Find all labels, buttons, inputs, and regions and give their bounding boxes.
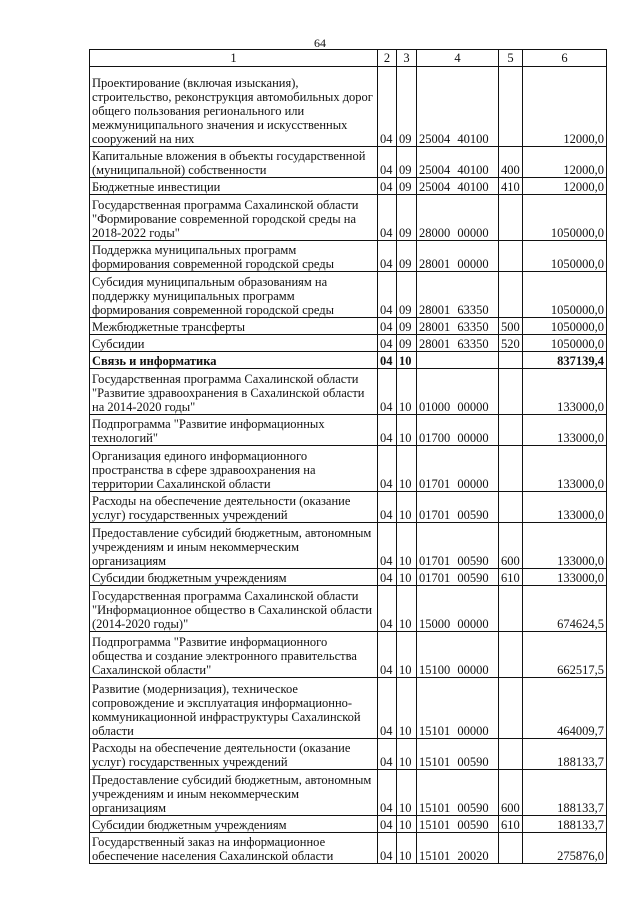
row-amount: 133000,0 bbox=[523, 446, 607, 492]
row-target-code: 15101 00590 bbox=[417, 770, 499, 816]
row-target-code: 01701 00000 bbox=[417, 446, 499, 492]
row-expense-type-code bbox=[499, 632, 523, 678]
row-name: Субсидия муниципальным образованиям на поддержку муниципальных программ формирования современной городской среды bbox=[90, 272, 378, 318]
header-col-5: 5 bbox=[499, 50, 523, 67]
row-name: Бюджетные инвестиции bbox=[90, 178, 378, 195]
row-subsection-code: 10 bbox=[397, 770, 417, 816]
row-target-code: 01000 00000 bbox=[417, 369, 499, 415]
row-subsection-code: 10 bbox=[397, 492, 417, 523]
row-section-code: 04 bbox=[378, 272, 397, 318]
row-expense-type-code bbox=[499, 415, 523, 446]
row-target-code: 01701 00590 bbox=[417, 523, 499, 569]
row-subsection-code: 10 bbox=[397, 816, 417, 833]
header-col-3: 3 bbox=[397, 50, 417, 67]
row-subsection-code: 10 bbox=[397, 569, 417, 586]
row-amount: 188133,7 bbox=[523, 739, 607, 770]
table-row bbox=[90, 770, 607, 816]
row-subsection-code: 10 bbox=[397, 446, 417, 492]
row-subsection-code: 10 bbox=[397, 632, 417, 678]
row-expense-type-code bbox=[499, 352, 523, 369]
row-subsection-code: 09 bbox=[397, 318, 417, 335]
row-amount: 188133,7 bbox=[523, 816, 607, 833]
row-amount: 1050000,0 bbox=[523, 318, 607, 335]
row-target-code: 28001 63350 bbox=[417, 318, 499, 335]
row-target-code: 15101 00590 bbox=[417, 816, 499, 833]
row-section-code: 04 bbox=[378, 335, 397, 352]
row-subsection-code: 10 bbox=[397, 678, 417, 739]
table-row bbox=[90, 678, 607, 739]
row-section-code: 04 bbox=[378, 833, 397, 864]
row-section-code: 04 bbox=[378, 523, 397, 569]
row-section-code: 04 bbox=[378, 569, 397, 586]
row-amount: 12000,0 bbox=[523, 67, 607, 147]
row-amount: 275876,0 bbox=[523, 833, 607, 864]
row-section-code: 04 bbox=[378, 446, 397, 492]
row-section-code: 04 bbox=[378, 369, 397, 415]
table-row bbox=[90, 739, 607, 770]
row-expense-type-code bbox=[499, 241, 523, 272]
row-section-code: 04 bbox=[378, 492, 397, 523]
row-subsection-code: 09 bbox=[397, 335, 417, 352]
row-target-code: 01700 00000 bbox=[417, 415, 499, 446]
row-name: Проектирование (включая изыскания), строительство, реконструкция автомобильных дорог общего пользования регионального или межмуниципального значения и искусственных сооружений на них bbox=[90, 67, 378, 147]
row-name: Организация единого информационного пространства в сфере здравоохранения на территории Сахалинской области bbox=[90, 446, 378, 492]
row-subsection-code: 09 bbox=[397, 67, 417, 147]
table-header-row bbox=[90, 50, 607, 67]
table-row bbox=[90, 67, 607, 147]
row-section-code: 04 bbox=[378, 739, 397, 770]
row-expense-type-code bbox=[499, 739, 523, 770]
row-name: Государственная программа Сахалинской области "Информационное общество в Сахалинской области (2014-2020 годы)" bbox=[90, 586, 378, 632]
row-amount: 674624,5 bbox=[523, 586, 607, 632]
row-expense-type-code: 610 bbox=[499, 569, 523, 586]
row-target-code: 28001 63350 bbox=[417, 335, 499, 352]
page-number: 64 bbox=[314, 36, 326, 50]
row-section-code: 04 bbox=[378, 178, 397, 195]
row-section-code: 04 bbox=[378, 770, 397, 816]
row-amount: 133000,0 bbox=[523, 492, 607, 523]
table-row bbox=[90, 352, 607, 369]
row-subsection-code: 10 bbox=[397, 523, 417, 569]
row-amount: 133000,0 bbox=[523, 523, 607, 569]
row-expense-type-code bbox=[499, 272, 523, 318]
table-row bbox=[90, 446, 607, 492]
row-expense-type-code bbox=[499, 446, 523, 492]
row-amount: 1050000,0 bbox=[523, 272, 607, 318]
row-target-code: 15101 20020 bbox=[417, 833, 499, 864]
table-row bbox=[90, 586, 607, 632]
row-section-code: 04 bbox=[378, 632, 397, 678]
row-amount: 133000,0 bbox=[523, 569, 607, 586]
row-name: Расходы на обеспечение деятельности (оказание услуг) государственных учреждений bbox=[90, 739, 378, 770]
row-name: Капитальные вложения в объекты государственной (муниципальной) собственности bbox=[90, 147, 378, 178]
row-expense-type-code: 610 bbox=[499, 816, 523, 833]
row-amount: 12000,0 bbox=[523, 147, 607, 178]
row-section-code: 04 bbox=[378, 352, 397, 369]
row-amount: 1050000,0 bbox=[523, 241, 607, 272]
row-name: Межбюджетные трансферты bbox=[90, 318, 378, 335]
row-target-code: 25004 40100 bbox=[417, 67, 499, 147]
row-name: Расходы на обеспечение деятельности (оказание услуг) государственных учреждений bbox=[90, 492, 378, 523]
row-section-code: 04 bbox=[378, 147, 397, 178]
row-name: Предоставление субсидий бюджетным, автономным учреждениям и иным некоммерческим организациям bbox=[90, 523, 378, 569]
row-section-code: 04 bbox=[378, 678, 397, 739]
table-row bbox=[90, 632, 607, 678]
row-target-code: 28000 00000 bbox=[417, 195, 499, 241]
table-row bbox=[90, 335, 607, 352]
row-name: Государственная программа Сахалинской области "Развитие здравоохранения в Сахалинской области на 2014-2020 годы" bbox=[90, 369, 378, 415]
row-subsection-code: 10 bbox=[397, 415, 417, 446]
row-expense-type-code bbox=[499, 492, 523, 523]
row-expense-type-code: 410 bbox=[499, 178, 523, 195]
table-body bbox=[90, 67, 607, 864]
row-target-code: 15101 00590 bbox=[417, 739, 499, 770]
row-name: Государственная программа Сахалинской области "Формирование современной городской среды на 2018-2022 годы" bbox=[90, 195, 378, 241]
row-subsection-code: 10 bbox=[397, 586, 417, 632]
header-col-4: 4 bbox=[417, 50, 499, 67]
row-name: Подпрограмма "Развитие информационных технологий" bbox=[90, 415, 378, 446]
row-expense-type-code: 520 bbox=[499, 335, 523, 352]
row-target-code: 01701 00590 bbox=[417, 492, 499, 523]
row-expense-type-code: 500 bbox=[499, 318, 523, 335]
table-row bbox=[90, 178, 607, 195]
row-expense-type-code bbox=[499, 586, 523, 632]
row-expense-type-code bbox=[499, 67, 523, 147]
row-subsection-code: 09 bbox=[397, 272, 417, 318]
table-row bbox=[90, 833, 607, 864]
table-row bbox=[90, 195, 607, 241]
row-name: Развитие (модернизация), техническое сопровождение и эксплуатация информационно-коммуникационной инфраструктуры Сахалинской области bbox=[90, 678, 378, 739]
row-target-code bbox=[417, 352, 499, 369]
row-amount: 662517,5 bbox=[523, 632, 607, 678]
row-subsection-code: 10 bbox=[397, 739, 417, 770]
row-amount: 1050000,0 bbox=[523, 195, 607, 241]
row-expense-type-code bbox=[499, 195, 523, 241]
header-col-2: 2 bbox=[378, 50, 397, 67]
table-row bbox=[90, 241, 607, 272]
row-amount: 133000,0 bbox=[523, 369, 607, 415]
row-subsection-code: 09 bbox=[397, 195, 417, 241]
table-row bbox=[90, 816, 607, 833]
row-name: Государственный заказ на информационное обеспечение населения Сахалинской области bbox=[90, 833, 378, 864]
row-subsection-code: 09 bbox=[397, 241, 417, 272]
row-name: Субсидии бюджетным учреждениям bbox=[90, 816, 378, 833]
row-target-code: 25004 40100 bbox=[417, 147, 499, 178]
table-row bbox=[90, 415, 607, 446]
row-subsection-code: 10 bbox=[397, 352, 417, 369]
table-row bbox=[90, 569, 607, 586]
row-name: Поддержка муниципальных программ формирования современной городской среды bbox=[90, 241, 378, 272]
row-expense-type-code bbox=[499, 678, 523, 739]
row-section-code: 04 bbox=[378, 67, 397, 147]
row-expense-type-code: 600 bbox=[499, 523, 523, 569]
row-amount: 133000,0 bbox=[523, 415, 607, 446]
row-section-code: 04 bbox=[378, 241, 397, 272]
table-row bbox=[90, 147, 607, 178]
row-amount: 464009,7 bbox=[523, 678, 607, 739]
row-name: Подпрограмма "Развитие информационного общества и создание электронного правительства Сахалинской области" bbox=[90, 632, 378, 678]
row-target-code: 25004 40100 bbox=[417, 178, 499, 195]
budget-table bbox=[89, 49, 607, 864]
header-col-6: 6 bbox=[523, 50, 607, 67]
row-subsection-code: 09 bbox=[397, 147, 417, 178]
row-section-code: 04 bbox=[378, 195, 397, 241]
row-amount: 1050000,0 bbox=[523, 335, 607, 352]
row-target-code: 28001 00000 bbox=[417, 241, 499, 272]
row-subsection-code: 10 bbox=[397, 369, 417, 415]
row-target-code: 28001 63350 bbox=[417, 272, 499, 318]
header-col-1: 1 bbox=[90, 50, 378, 67]
row-target-code: 15101 00000 bbox=[417, 678, 499, 739]
row-expense-type-code bbox=[499, 833, 523, 864]
row-section-code: 04 bbox=[378, 816, 397, 833]
row-name: Субсидии bbox=[90, 335, 378, 352]
row-section-code: 04 bbox=[378, 318, 397, 335]
row-name: Связь и информатика bbox=[90, 352, 378, 369]
row-target-code: 15000 00000 bbox=[417, 586, 499, 632]
row-name: Субсидии бюджетным учреждениям bbox=[90, 569, 378, 586]
row-amount: 837139,4 bbox=[523, 352, 607, 369]
table-row bbox=[90, 272, 607, 318]
row-subsection-code: 09 bbox=[397, 178, 417, 195]
row-target-code: 01701 00590 bbox=[417, 569, 499, 586]
row-target-code: 15100 00000 bbox=[417, 632, 499, 678]
row-name: Предоставление субсидий бюджетным, автономным учреждениям и иным некоммерческим организациям bbox=[90, 770, 378, 816]
row-expense-type-code: 400 bbox=[499, 147, 523, 178]
row-subsection-code: 10 bbox=[397, 833, 417, 864]
row-expense-type-code bbox=[499, 369, 523, 415]
table-row bbox=[90, 318, 607, 335]
row-amount: 12000,0 bbox=[523, 178, 607, 195]
table-row bbox=[90, 523, 607, 569]
row-section-code: 04 bbox=[378, 415, 397, 446]
table-row bbox=[90, 492, 607, 523]
table-row bbox=[90, 369, 607, 415]
row-section-code: 04 bbox=[378, 586, 397, 632]
row-expense-type-code: 600 bbox=[499, 770, 523, 816]
row-amount: 188133,7 bbox=[523, 770, 607, 816]
